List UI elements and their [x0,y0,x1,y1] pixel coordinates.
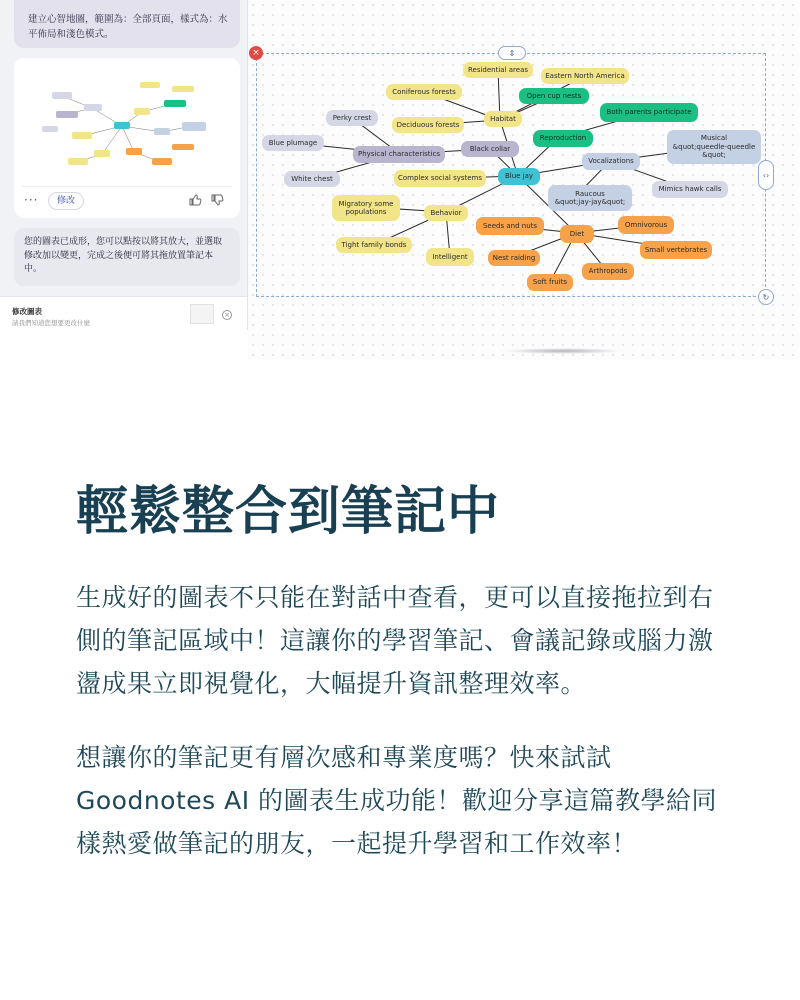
node-eastern-north-america[interactable]: Eastern North America [541,68,629,84]
node-diet[interactable]: Diet [560,225,594,243]
node-vocalizations[interactable]: Vocalizations [582,153,640,170]
node-musical[interactable]: Musical &quot;queedle-queedle &quot; [667,130,761,164]
node-both-parents-participate[interactable]: Both parents participate [600,103,698,122]
notes-canvas[interactable] [248,0,800,360]
node-seeds-and-nuts[interactable]: Seeds and nuts [476,217,544,235]
node-complex-social-systems[interactable]: Complex social systems [394,170,486,187]
chart-mini-thumbnail [190,304,214,324]
node-arthropods[interactable]: Arthropods [582,263,634,280]
page-shadow-divider [504,348,622,354]
mindmap-thumbnail[interactable] [22,66,232,184]
node-tight-family-bonds[interactable]: Tight family bonds [336,237,412,253]
node-perky-crest[interactable]: Perky crest [326,110,378,126]
modify-chart-title: 修改圖表 [12,307,42,316]
node-nest-raiding[interactable]: Nest raiding [488,250,540,266]
preview-toolbar [22,186,232,214]
node-blue-jay-center[interactable]: Blue jay [498,168,540,185]
more-options-button[interactable]: ··· [24,193,39,207]
node-reproduction[interactable]: Reproduction [533,130,593,147]
node-raucous[interactable]: Raucous &quot;jay-jay&quot; [548,185,632,211]
node-mimics-hawk-calls[interactable]: Mimics hawk calls [652,181,728,198]
node-soft-fruits[interactable]: Soft fruits [527,274,573,291]
node-migratory-populations[interactable]: Migratory some populations [332,195,400,221]
node-open-cup-nests[interactable]: Open cup nests [519,88,589,104]
node-behavior[interactable]: Behavior [424,205,468,221]
page-heading: 輕鬆整合到筆記中 [76,482,501,542]
node-intelligent[interactable]: Intelligent [426,248,474,266]
node-coniferous-forests[interactable]: Coniferous forests [386,84,462,100]
delete-icon[interactable]: × [249,46,263,60]
node-small-vertebrates[interactable]: Small vertebrates [640,241,712,259]
chat-panel [0,0,248,330]
thumbs-up-icon[interactable] [188,193,202,207]
close-icon[interactable]: × [222,310,232,320]
assistant-message: 您的圖表已成形，您可以點按以將其放大，並選取修改加以變更，完成之後便可將其拖放置筆記本中。 [14,228,240,286]
node-habitat[interactable]: Habitat [484,111,522,127]
node-blue-plumage[interactable]: Blue plumage [262,135,324,151]
edit-button[interactable]: 修改 [48,192,84,210]
node-deciduous-forests[interactable]: Deciduous forests [392,117,464,133]
horizontal-resize-handle-icon[interactable]: ‹› [758,160,774,190]
thumbs-down-icon[interactable] [210,193,224,207]
mindmap-preview-card[interactable] [14,58,240,218]
node-black-collar[interactable]: Black collar [461,141,519,157]
rotate-handle-icon[interactable]: ↻ [758,289,774,305]
modify-chart-card[interactable] [0,296,248,330]
cta-paragraph: 想讓你的筆記更有層次感和專業度嗎？快來試試 Goodnotes AI 的圖表生成功能！歡迎分享這篇教學給同樣熱愛做筆記的朋友，一起提升學習和工作效率！ [76,743,718,858]
user-prompt-bubble: 建立心智地圖，範圍為：全部頁面，樣式為：水平佈局和淺色模式。 [14,0,240,48]
node-physical-characteristics[interactable]: Physical characteristics [353,146,445,163]
vertical-resize-handle-icon[interactable]: ⇕ [498,46,526,60]
node-omnivorous[interactable]: Omnivorous [618,216,674,234]
modify-chart-subtitle: 請我們知道您想要更改什麼 [12,319,90,327]
node-residential-areas[interactable]: Residential areas [463,62,533,78]
node-white-chest[interactable]: White chest [284,171,340,187]
intro-paragraph: 生成好的圖表不只能在對話中查看，更可以直接拖拉到右側的筆記區域中！這讓你的學習筆記、會議記錄或腦力激盪成果立即視覺化，大幅提升資訊整理效率。 [76,583,714,698]
